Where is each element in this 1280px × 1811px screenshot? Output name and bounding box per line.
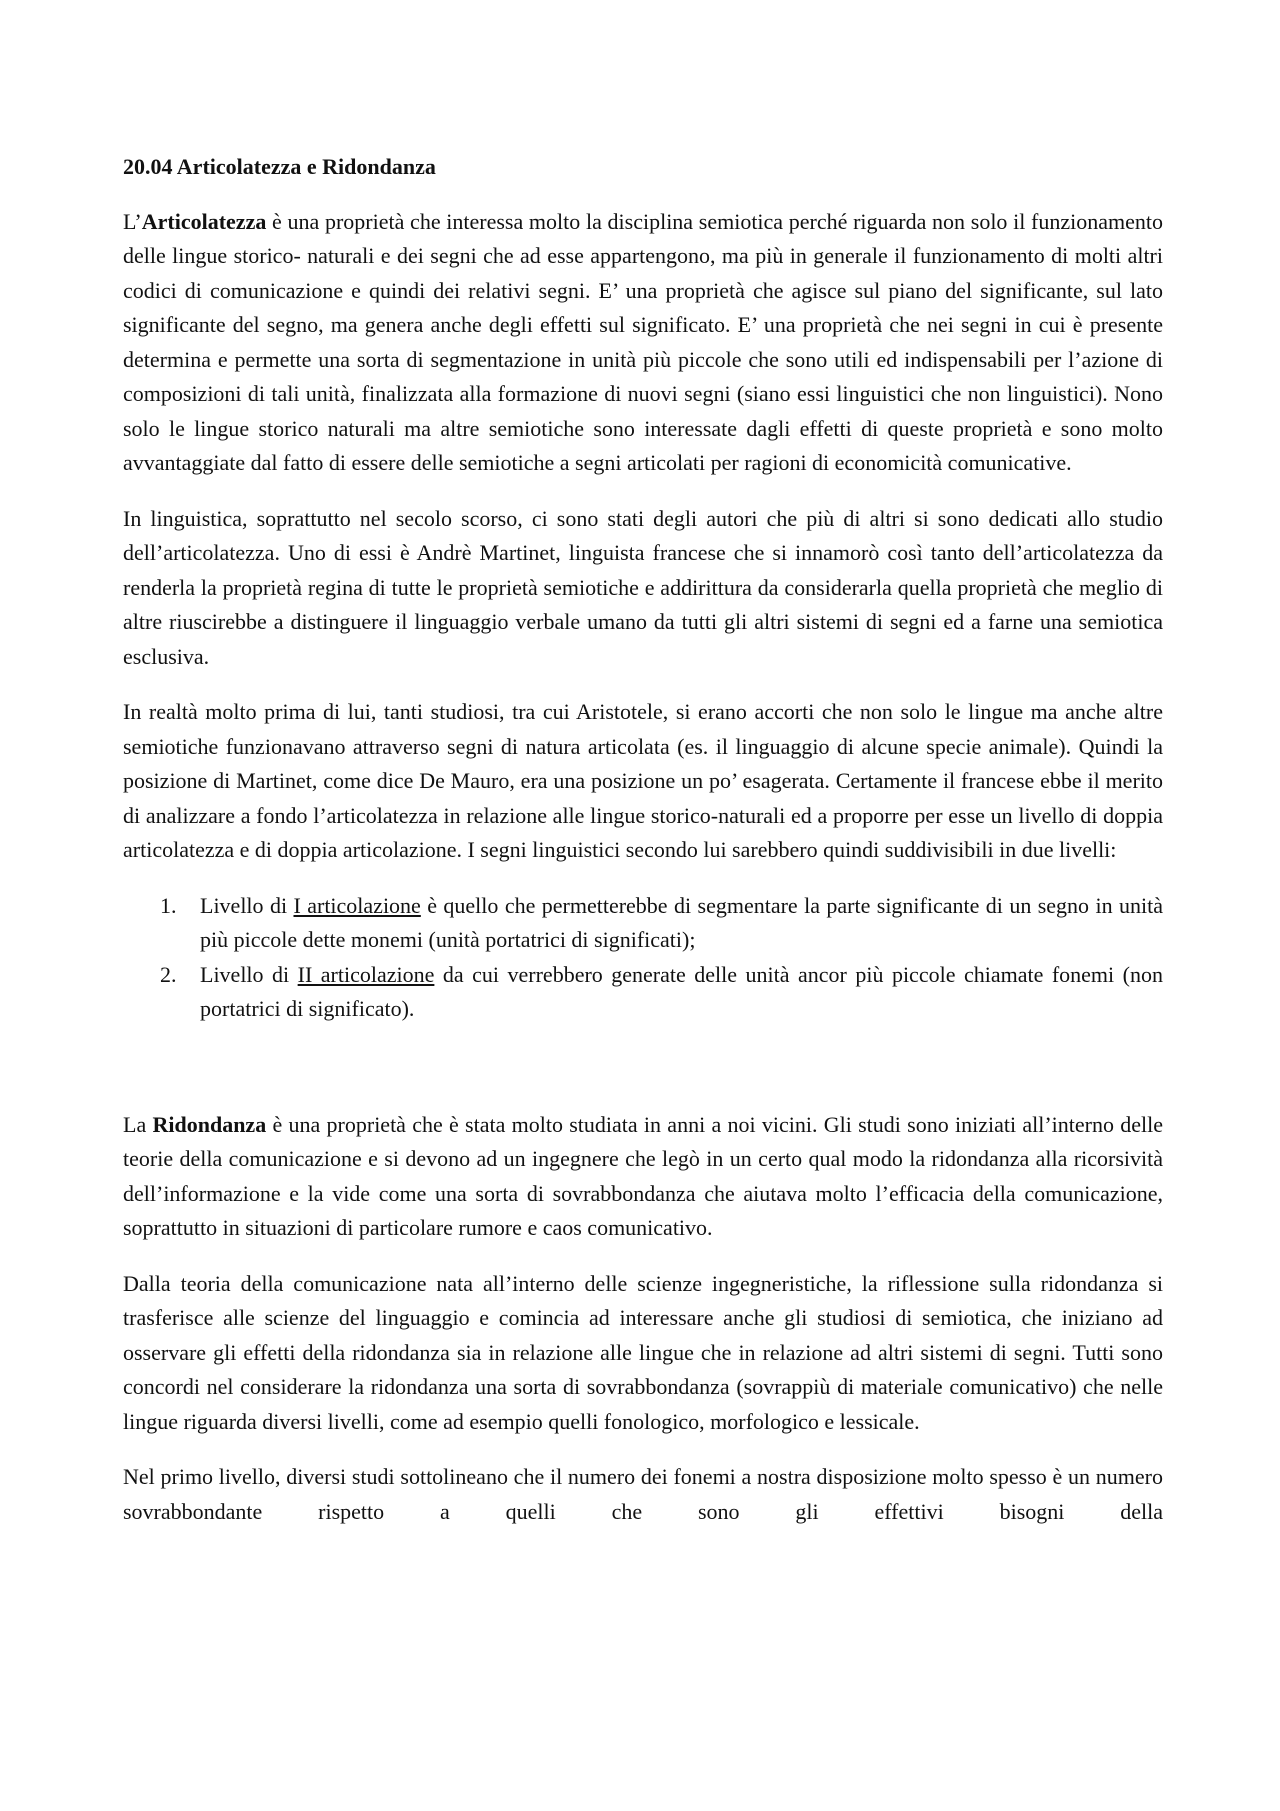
list-item-pre: Livello di [200, 961, 298, 987]
para4-body: è una proprietà che è stata molto studiata in anni a noi vicini. Gli studi sono iniziati all’interno delle teorie della comunicazione e si devono ad un ingegnere che legò in un certo qual modo la ridondanza alla ricorsività dell’informazione e la vide come una sorta di sovrabbondanza che aiutava molto l’efficacia della comunicazione, soprattutto in situazioni di particolare rumore e caos comunicativo. [123, 1111, 1164, 1240]
term-first-articulation: I articolazione [293, 892, 421, 918]
list-item-pre: Livello di [200, 892, 294, 918]
document-page [123, 150, 1163, 1550]
articulation-levels-list [123, 889, 1163, 1027]
para1-body: è una proprietà che interessa molto la disciplina semiotica perché riguarda non solo il funzionamento delle lingue storico- naturali e dei segni che ad esse appartengono, ma più in generale il funzionamento di molti altri codici di comunicazione e quindi dei relativi segni. E’ una proprietà che agisce sul piano del significante, sul lato significante del segno, ma genera anche degli effetti sul significato. E’ una proprietà che nei segni in cui è presente determina e permette una sorta di segmentazione in unità più piccole che sono utili ed indispensabili per l’azione di composizioni di tali unità, finalizzata alla formazione di nuovi segni (siano essi linguistici che non linguistici). Nono solo le lingue storico naturali ma altre semiotiche sono interessate dagli effetti di queste proprietà e sono molto avvantaggiate dal fatto di essere delle semiotiche a segni articolati per ragioni di economicità comunicative. [123, 208, 1163, 475]
term-articolatezza: Articolatezza [141, 208, 267, 234]
term-second-articulation: II articolazione [297, 961, 435, 987]
list-number: 2. [160, 961, 177, 987]
section-title: 20.04 Articolatezza e Ridondanza [123, 154, 436, 179]
paragraph-articolatezza [123, 205, 1163, 481]
paragraph-ridondanza [123, 1108, 1163, 1246]
term-ridondanza: Ridondanza [152, 1111, 267, 1137]
para4-pre: La [123, 1111, 153, 1137]
list-item-body: è quello che permetterebbe di segmentare la parte significante di un segno in unità più piccole dette monemi (unità portatrici di significati); [200, 892, 1163, 952]
paragraph-aristotele: In realtà molto prima di lui, tanti studiosi, tra cui Aristotele, si erano accorti che non solo le lingue ma anche altre semiotiche funzionavano attraverso segni di natura articolata (es. il linguaggio di alcune specie animale). Quindi la posizione di Martinet, come dice De Mauro, era una posizione un po’ esagerata. Certamente il francese ebbe il merito di analizzare a fondo l’articolatezza in relazione alle lingue storico-naturali ed a proporre per esse un livello di doppia articolatezza e di doppia articolazione. I segni linguistici secondo lui sarebbero quindi suddivisibili in due livelli: [123, 699, 1163, 862]
paragraph-primo-livello: Nel primo livello, diversi studi sottolineano che il numero dei fonemi a nostra disposizione molto spesso è un numero sovrabbondante rispetto a quelli che sono gli effettivi bisogni della [123, 1464, 1163, 1524]
list-item [123, 889, 1163, 958]
para1-pre: L’ [123, 208, 142, 234]
list-item-body: da cui verrebbero generate delle unità ancor più piccole chiamate fonemi (non portatrici di significato). [200, 961, 1163, 1021]
paragraph-martinet: In linguistica, soprattutto nel secolo scorso, ci sono stati degli autori che più di altri si sono dedicati allo studio dell’articolatezza. Uno di essi è Andrè Martinet, linguista francese che si innamorò così tanto dell’articolatezza da renderla la proprietà regina di tutte le proprietà semiotiche e addirittura da considerarla quella proprietà che meglio di altre riuscirebbe a distinguere il linguaggio verbale umano da tutti gli altri sistemi di segni ed a farne una semiotica esclusiva. [123, 505, 1163, 669]
blank-space [123, 1048, 1163, 1108]
list-number: 1. [160, 892, 177, 918]
list-item [123, 958, 1163, 1027]
paragraph-teoria-comunicazione: Dalla teoria della comunicazione nata all’interno delle scienze ingegneristiche, la riflessione sulla ridondanza si trasferisce alle scienze del linguaggio e comincia ad interessare anche gli studiosi di semiotica, che iniziano ad osservare gli effetti della ridondanza sia in relazione alle lingue che in relazione ad altri sistemi di segni. Tutti sono concordi nel considerare la ridondanza una sorta di sovrabbondanza (sovrappiù di materiale comunicativo) che nelle lingue riguarda diversi livelli, come ad esempio quelli fonologico, morfologico e lessicale. [123, 1270, 1163, 1434]
